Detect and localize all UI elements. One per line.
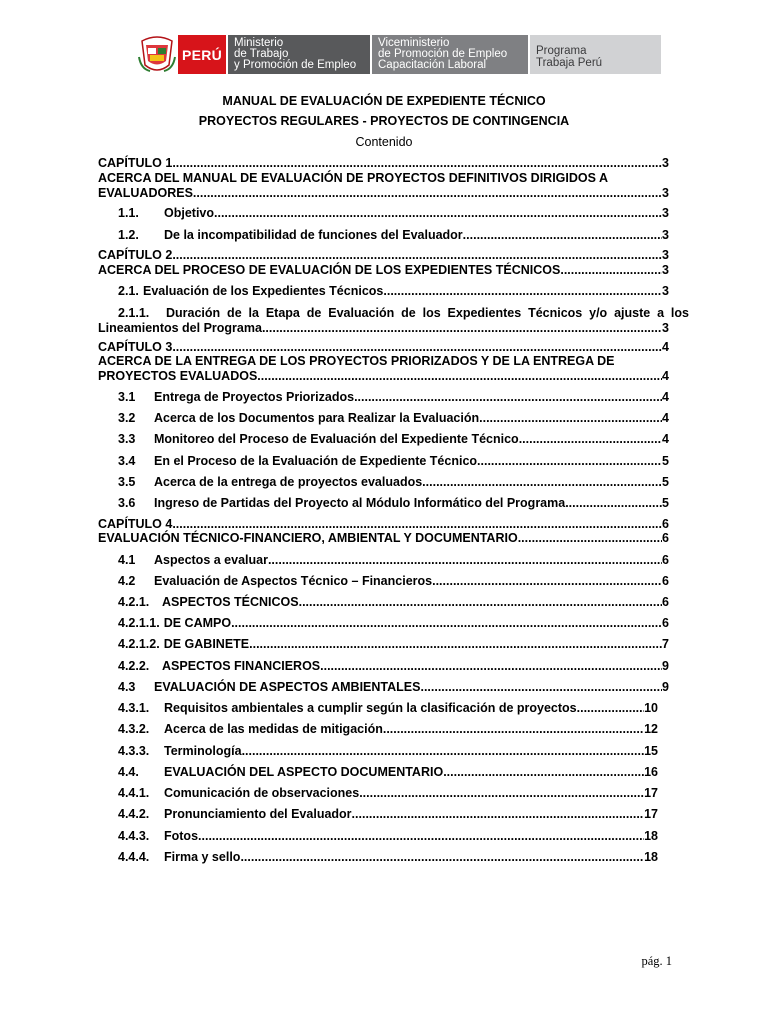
toc-entry-label — [98, 306, 689, 321]
toc-entry-text: Comunicación de observaciones — [164, 786, 360, 800]
toc-page-number: 3 — [662, 156, 669, 170]
toc-entry-label — [98, 186, 193, 201]
toc-page-number: 6 — [662, 531, 669, 545]
toc-page-number: 5 — [662, 496, 669, 510]
toc-leader-dots — [560, 263, 662, 278]
toc-entry-label — [98, 206, 214, 221]
toc-page-number: 9 — [662, 659, 669, 673]
toc-entry-label — [98, 850, 240, 865]
toc-entry[interactable] — [98, 701, 658, 716]
toc-entry[interactable] — [98, 248, 669, 263]
toc-page-number: 3 — [662, 321, 669, 335]
toc-entry-label — [98, 807, 352, 822]
toc-entry-label — [98, 369, 257, 384]
toc-entry[interactable] — [98, 228, 669, 243]
toc-leader-dots — [268, 553, 662, 568]
toc-entry-label — [98, 765, 443, 780]
toc-page-number: 4 — [662, 369, 669, 383]
toc-entry-label — [98, 637, 249, 652]
toc-entry-text: Terminología — [164, 744, 242, 758]
toc-entry-label — [98, 722, 383, 737]
toc-entry[interactable] — [98, 496, 669, 511]
toc-entry-text: Evaluación de Aspectos Técnico – Financieros — [154, 574, 433, 588]
toc-entry-label — [98, 454, 477, 469]
toc-entry-text: Acerca de la entrega de proyectos evaluados — [154, 475, 423, 489]
toc-page-number: 4 — [662, 340, 669, 354]
toc-entry[interactable] — [98, 637, 669, 652]
toc-entry-text: CAPÍTULO 4 — [98, 517, 173, 531]
toc-leader-dots — [299, 595, 662, 610]
toc-entry[interactable] — [98, 475, 669, 490]
viceministerio-line: Viceministerio — [378, 37, 450, 49]
programa-line: Programa — [536, 45, 587, 57]
toc-leader-dots — [354, 390, 662, 405]
toc-entry[interactable] — [98, 354, 669, 384]
toc-entry[interactable] — [98, 616, 669, 631]
toc-entry[interactable] — [98, 680, 669, 695]
toc-entry-label — [98, 517, 172, 532]
peru-brand: PERÚ — [178, 35, 226, 74]
toc-entry-text: Acerca de los Documentos para Realizar la Evaluación — [154, 411, 480, 425]
toc-entry-label — [98, 248, 172, 263]
toc-leader-dots — [172, 248, 662, 263]
toc-page-number: 3 — [662, 248, 669, 262]
toc-leader-dots — [231, 616, 662, 631]
toc-entry-number: 4.4. — [118, 765, 139, 779]
document-title: MANUAL DE EVALUACIÓN DE EXPEDIENTE TÉCNICO — [222, 94, 546, 108]
ministerio-line: y Promoción de Empleo — [234, 59, 357, 71]
toc-page-number: 7 — [662, 637, 669, 651]
toc-page-number: 4 — [662, 432, 669, 446]
contents-heading: Contenido — [355, 135, 413, 149]
toc-leader-dots — [565, 496, 662, 511]
toc-entry-label — [98, 228, 463, 243]
toc-entry-label — [98, 659, 320, 674]
toc-entry-text: DE GABINETE — [163, 637, 250, 651]
document-subtitle: PROYECTOS REGULARES - PROYECTOS DE CONTINGENCIA — [198, 114, 570, 128]
viceministerio-block — [372, 35, 528, 74]
toc-leader-dots — [432, 574, 662, 589]
toc-entry-label — [98, 574, 432, 589]
toc-entry-label — [98, 411, 479, 426]
toc-entry-text: Firma y sello — [164, 850, 241, 864]
toc-entry[interactable] — [98, 432, 669, 447]
toc-entry[interactable] — [98, 786, 658, 801]
toc-leader-dots — [352, 807, 645, 822]
toc-leader-dots — [443, 765, 644, 780]
toc-entry[interactable] — [98, 744, 658, 759]
toc-page-number: 17 — [644, 807, 658, 821]
toc-leader-dots — [359, 786, 644, 801]
toc-page-number: 16 — [644, 765, 658, 779]
toc-entry-label — [98, 354, 615, 369]
toc-entry-label — [98, 263, 560, 278]
header-banner — [136, 35, 661, 74]
toc-entry-number: 4.3.2. — [118, 722, 150, 736]
toc-entry[interactable] — [98, 553, 669, 568]
toc-entry-number: 2.1. — [118, 284, 139, 298]
toc-entry-text: Duración de la Etapa de Evaluación de los Expedientes Técnicos y/o ajuste a los — [166, 306, 689, 320]
toc-leader-dots — [463, 228, 662, 243]
toc-entry[interactable] — [98, 595, 669, 610]
toc-leader-dots — [479, 411, 662, 426]
toc-page-number: 18 — [644, 850, 658, 864]
toc-page-number: 3 — [662, 186, 669, 200]
toc-entry-text: Evaluación de los Expedientes Técnicos — [143, 284, 384, 298]
toc-page-number: 6 — [662, 517, 669, 531]
toc-entry-label — [98, 531, 518, 546]
toc-entry[interactable] — [98, 850, 658, 865]
toc-entry-label — [98, 595, 299, 610]
toc-entry-number: 3.1 — [118, 390, 136, 404]
page-number: pág. 1 — [641, 954, 672, 968]
toc-entry-label — [98, 432, 519, 447]
viceministerio-line: de Promoción de Empleo — [378, 48, 508, 60]
toc-entry-text: EVALUACIÓN DE ASPECTOS AMBIENTALES — [154, 680, 421, 694]
toc-leader-dots — [383, 722, 644, 737]
toc-entry-text: PROYECTOS EVALUADOS — [98, 369, 258, 383]
toc-entry-text: Requisitos ambientales a cumplir según la clasificación de proyectos — [164, 701, 577, 715]
toc-entry-text: ACERCA DEL PROCESO DE EVALUACIÓN DE LOS EXPEDIENTES TÉCNICOS — [98, 263, 561, 277]
toc-page-number: 15 — [644, 744, 658, 758]
toc-entry-text: Entrega de Proyectos Priorizados — [154, 390, 355, 404]
toc-entry-text: Acerca de las medidas de mitigación — [164, 722, 383, 736]
ministerio-line: Ministerio — [234, 37, 284, 49]
toc-entry-number: 4.1 — [118, 553, 136, 567]
toc-leader-dots — [198, 829, 644, 844]
viceministerio-line: Capacitación Laboral — [378, 59, 487, 71]
toc-entry-text: CAPÍTULO 3 — [98, 340, 173, 354]
toc-leader-dots — [249, 637, 662, 652]
toc-page-number: 3 — [662, 228, 669, 242]
toc-entry-number: 4.2.1.2. — [118, 637, 160, 651]
toc-leader-dots — [242, 744, 645, 759]
toc-entry-number: 4.4.4. — [118, 850, 150, 864]
programa-block — [530, 35, 661, 74]
toc-entry-number: 2.1.1. — [118, 306, 150, 320]
toc-entry-label — [98, 156, 172, 171]
toc-entry[interactable] — [98, 340, 669, 355]
toc-entry-label — [98, 284, 383, 299]
toc-leader-dots — [172, 340, 662, 355]
toc-entry-label — [98, 616, 231, 631]
toc-entry-number: 3.6 — [118, 496, 136, 510]
toc-page-number: 6 — [662, 616, 669, 630]
toc-entry-text: ACERCA DE LA ENTREGA DE LOS PROYECTOS PRIORIZADOS Y DE LA ENTREGA DE — [98, 354, 615, 368]
toc-entry-label — [98, 553, 268, 568]
toc-entry[interactable] — [98, 306, 689, 336]
toc-page-number: 4 — [662, 411, 669, 425]
ministerio-block — [228, 35, 370, 74]
toc-entry-number: 4.2 — [118, 574, 136, 588]
toc-entry-number: 1.2. — [118, 228, 139, 242]
toc-entry-text: Monitoreo del Proceso de Evaluación del Expediente Técnico — [154, 432, 519, 446]
toc-leader-dots — [172, 517, 662, 532]
toc-entry-label — [98, 340, 172, 355]
toc-leader-dots — [172, 156, 662, 171]
toc-leader-dots — [193, 186, 662, 201]
toc-entry[interactable] — [98, 722, 658, 737]
toc-entry-label — [98, 744, 242, 759]
toc-page-number: 12 — [644, 722, 658, 736]
toc-entry-text: Lineamientos del Programa — [98, 321, 262, 335]
toc-entry-number: 4.3 — [118, 680, 136, 694]
toc-entry-text: EVALUACIÓN DEL ASPECTO DOCUMENTARIO — [164, 765, 444, 779]
toc-entry[interactable] — [98, 156, 669, 171]
toc-entry-text: De la incompatibilidad de funciones del Evaluador — [164, 228, 463, 242]
coat-of-arms-icon — [136, 35, 178, 74]
toc-entry-text: DE CAMPO — [163, 616, 232, 630]
toc-page-number: 4 — [662, 390, 669, 404]
toc-entry-text: Ingreso de Partidas del Proyecto al Módulo Informático del Programa — [154, 496, 566, 510]
toc-entry[interactable] — [98, 829, 658, 844]
toc-entry-text: ASPECTOS TÉCNICOS — [162, 595, 299, 609]
toc-page-number: 5 — [662, 454, 669, 468]
toc-entry-number: 3.4 — [118, 454, 136, 468]
toc-entry-text: En el Proceso de la Evaluación de Expediente Técnico — [154, 454, 478, 468]
toc-entry-number: 4.3.3. — [118, 744, 150, 758]
toc-entry-number: 4.2.1. — [118, 595, 150, 609]
toc-leader-dots — [257, 369, 662, 384]
toc-entry-number: 4.4.3. — [118, 829, 150, 843]
toc-entry-text: Fotos — [164, 829, 199, 843]
toc-entry-number: 3.5 — [118, 475, 136, 489]
toc-page-number: 5 — [662, 475, 669, 489]
toc-entry[interactable] — [98, 263, 669, 278]
toc-entry-text: ASPECTOS FINANCIEROS — [162, 659, 321, 673]
toc-leader-dots — [577, 701, 644, 716]
toc-entry-text: Pronunciamiento del Evaluador — [164, 807, 352, 821]
toc-entry-number: 4.2.2. — [118, 659, 150, 673]
toc-leader-dots — [518, 531, 662, 546]
toc-entry-label — [98, 786, 359, 801]
toc-leader-dots — [214, 206, 662, 221]
toc-entry-label — [98, 496, 565, 511]
toc-entry[interactable] — [98, 765, 658, 780]
toc-entry-label — [98, 475, 422, 490]
toc-leader-dots — [422, 475, 662, 490]
toc-entry-text: Aspectos a evaluar — [154, 553, 268, 567]
toc-entry[interactable] — [98, 171, 669, 201]
toc-page-number: 6 — [662, 595, 669, 609]
toc-entry-label — [98, 321, 262, 336]
toc-entry-label — [98, 171, 608, 186]
toc-entry[interactable] — [98, 206, 669, 221]
toc-entry[interactable] — [98, 454, 669, 469]
toc-leader-dots — [320, 659, 662, 674]
toc-entry-text: EVALUADORES — [98, 186, 193, 200]
toc-entry[interactable] — [98, 284, 669, 299]
toc-page-number: 18 — [644, 829, 658, 843]
toc-page-number: 10 — [644, 701, 658, 715]
toc-entry-number: 1.1. — [118, 206, 139, 220]
toc-page-number: 9 — [662, 680, 669, 694]
toc-entry-text: CAPÍTULO 1 — [98, 156, 173, 170]
toc-entry-text: CAPÍTULO 2 — [98, 248, 173, 262]
toc-entry[interactable] — [98, 807, 658, 822]
toc-entry-number: 3.2 — [118, 411, 136, 425]
toc-entry-label — [98, 701, 577, 716]
toc-entry[interactable] — [98, 517, 669, 532]
toc-page-number: 17 — [644, 786, 658, 800]
toc-entry[interactable] — [98, 531, 669, 546]
toc-page-number: 6 — [662, 553, 669, 567]
toc-entry-number: 4.3.1. — [118, 701, 150, 715]
toc-leader-dots — [420, 680, 662, 695]
toc-entry-text: ACERCA DEL MANUAL DE EVALUACIÓN DE PROYECTOS DEFINITIVOS DIRIGIDOS A — [98, 171, 608, 185]
toc-page-number: 3 — [662, 206, 669, 220]
toc-entry-text: Objetivo — [164, 206, 215, 220]
toc-page-number: 3 — [662, 284, 669, 298]
toc-page-number: 3 — [662, 263, 669, 277]
toc-entry[interactable] — [98, 411, 669, 426]
toc-leader-dots — [519, 432, 662, 447]
toc-entry[interactable] — [98, 390, 669, 405]
toc-entry-number: 3.3 — [118, 432, 136, 446]
toc-entry[interactable] — [98, 574, 669, 589]
ministerio-line: de Trabajo — [234, 48, 289, 60]
toc-entry-number: 4.4.2. — [118, 807, 150, 821]
toc-entry-text: EVALUACIÓN TÉCNICO-FINANCIERO, AMBIENTAL Y DOCUMENTARIO — [98, 531, 518, 545]
toc-page-number: 6 — [662, 574, 669, 588]
toc-leader-dots — [262, 321, 662, 336]
toc-entry-label — [98, 680, 420, 695]
toc-leader-dots — [477, 454, 662, 469]
toc-entry[interactable] — [98, 659, 669, 674]
toc-entry-label — [98, 390, 354, 405]
toc-entry-label — [98, 829, 198, 844]
toc-leader-dots — [240, 850, 644, 865]
toc-entry-number: 4.2.1.1. — [118, 616, 160, 630]
toc-entry-number: 4.4.1. — [118, 786, 150, 800]
programa-line: Trabaja Perú — [536, 57, 603, 69]
toc-leader-dots — [383, 284, 662, 299]
